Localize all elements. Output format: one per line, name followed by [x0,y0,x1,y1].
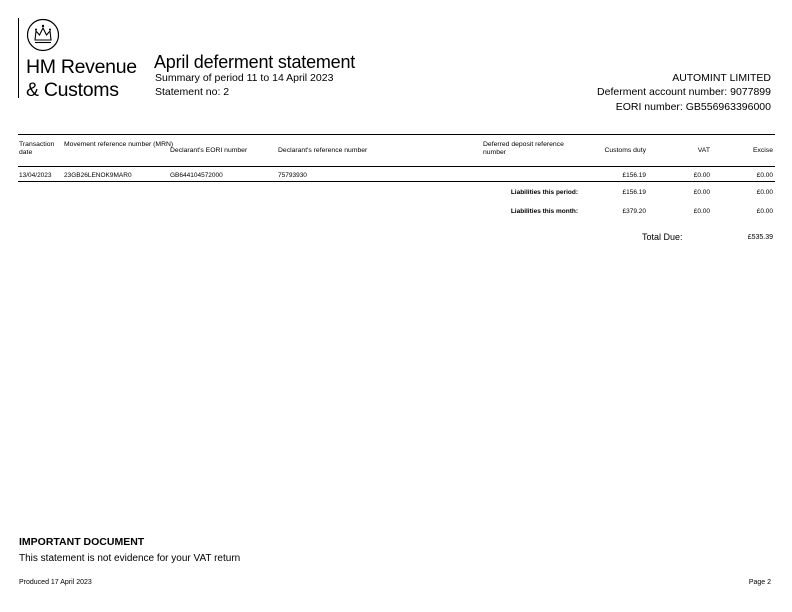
statement-period: Summary of period 11 to 14 April 2023 [155,72,334,84]
header-mrn: Movement reference number (MRN) [64,141,174,148]
header-transaction-date: Transaction date [19,141,55,156]
row-vat: £0.00 [693,172,710,179]
important-notice-text: This statement is not evidence for your VAT return [19,553,241,564]
header-bottom-rule [18,166,775,167]
royal-crest-icon [26,18,60,52]
logo-line-1: HM Revenue [26,56,137,78]
period-customs-duty: £156.19 [622,189,646,196]
table-top-rule [18,134,775,135]
month-totals-label: Liabilities this month: [510,208,578,215]
header-excise: Excise [752,147,773,154]
row-date: 13/04/2023 [19,172,52,179]
header-customs-duty: Customs duty [604,147,646,154]
page-number: Page 2 [748,579,771,586]
statement-number: Statement no: 2 [155,86,230,98]
row-excise: £0.00 [756,172,773,179]
produced-date: Produced 17 April 2023 [19,579,92,586]
total-due-label: Total Due: [642,232,683,242]
total-due-value: £535.39 [747,234,773,241]
deferment-account-number: Deferment account number: 9077899 [597,86,771,98]
row-reference: 75793930 [278,172,307,179]
header-declarant-eori: Declarant's EORI number [170,147,248,154]
logo-divider [18,18,19,98]
row-mrn: 23GB26LENOK9MAR0 [64,172,132,179]
header-declarant-reference: Declarant's reference number [278,147,368,154]
period-excise: £0.00 [756,189,773,196]
header-deposit-reference: Deferred deposit reference number [483,141,564,156]
month-excise: £0.00 [756,208,773,215]
period-totals-label: Liabilities this period: [510,189,578,196]
company-name: AUTOMINT LIMITED [672,72,771,84]
row-customs-duty: £156.19 [622,172,646,179]
period-vat: £0.00 [693,189,710,196]
month-customs-duty: £379.20 [622,208,646,215]
row-eori: GB644104572000 [170,172,223,179]
month-vat: £0.00 [693,208,710,215]
row-bottom-rule [18,181,775,182]
header-vat: VAT [697,147,710,154]
logo-line-2: & Customs [26,79,119,101]
important-notice-title: IMPORTANT DOCUMENT [19,536,145,548]
eori-number: EORI number: GB556963396000 [615,101,771,113]
statement-title: April deferment statement [154,52,356,72]
